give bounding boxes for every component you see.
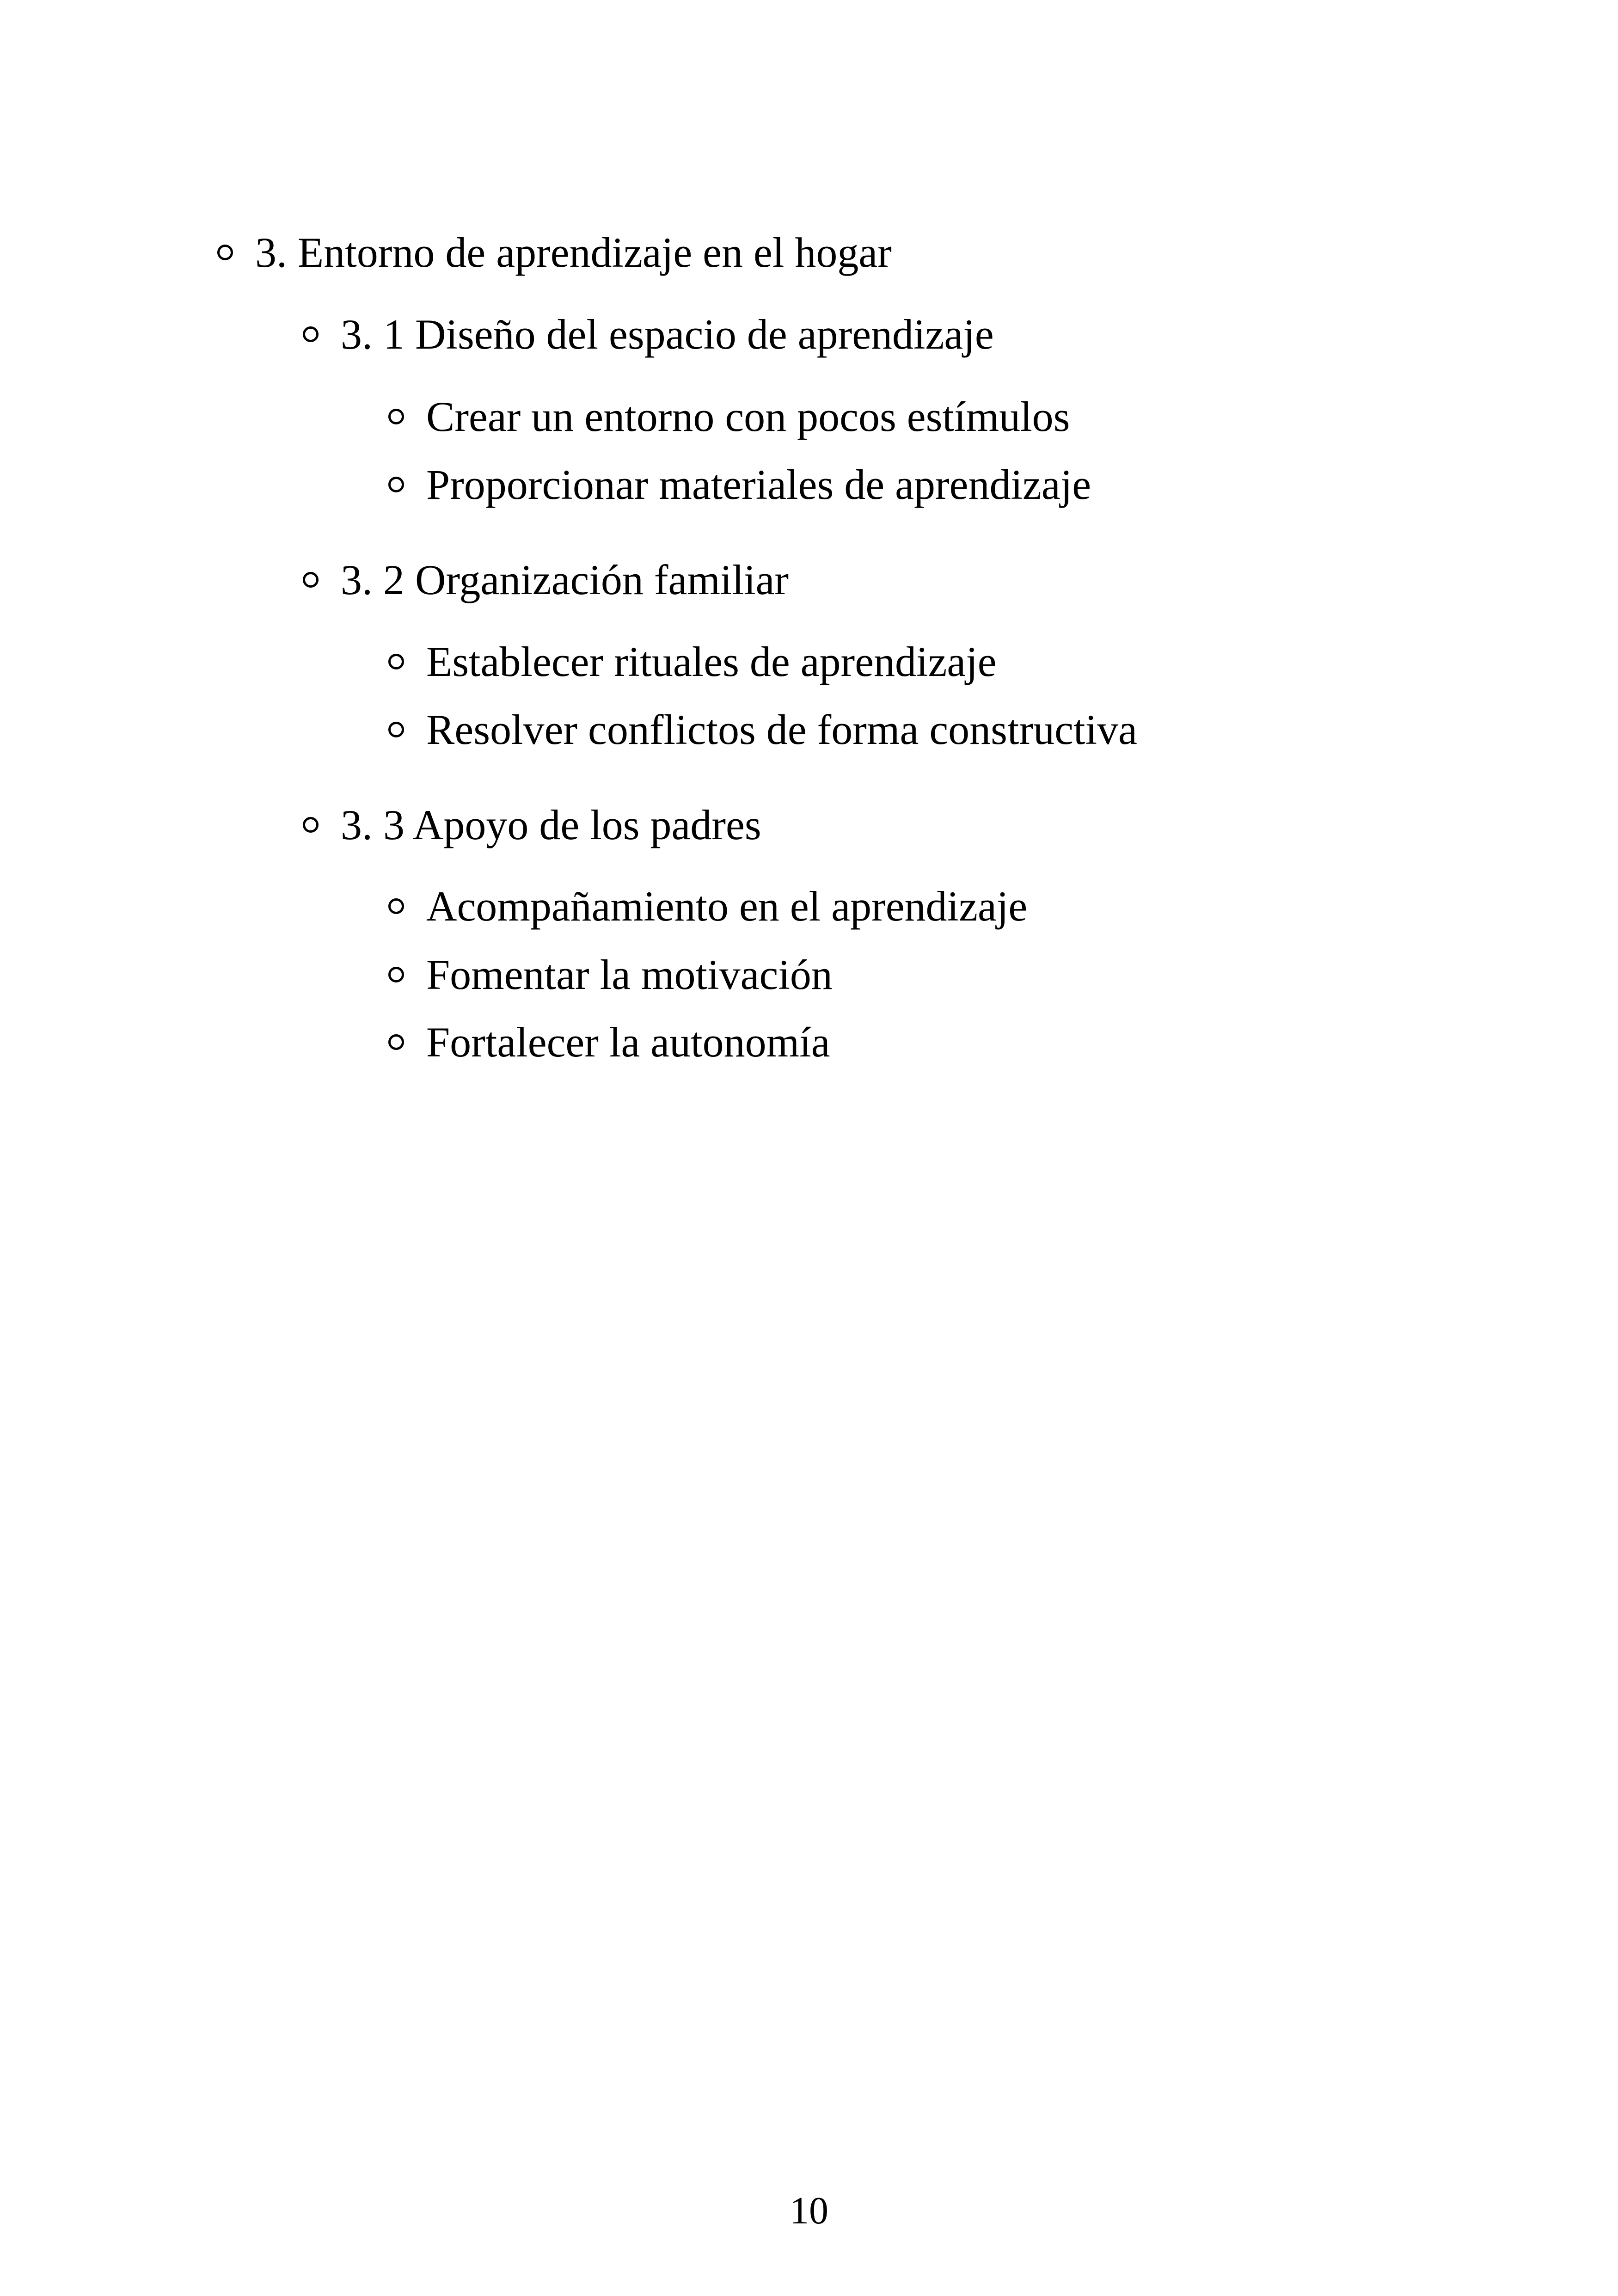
section-title: 3. Entorno de aprendizaje en el hogar — [255, 229, 892, 276]
outline-item — [388, 463, 1091, 506]
circle-bullet-icon — [303, 572, 319, 588]
subsection-title: 3. 3 Apoyo de los padres — [341, 801, 761, 848]
outline-item-text: Establecer rituales de aprendizaje — [426, 638, 997, 685]
outline-item — [388, 640, 997, 683]
circle-bullet-icon — [388, 654, 404, 669]
circle-bullet-icon — [303, 817, 319, 833]
outline-item-text: Resolver conflictos de forma constructiva — [426, 706, 1137, 753]
outline-item-text: Crear un entorno con pocos estímulos — [426, 393, 1070, 440]
outline-subsection — [303, 556, 789, 603]
circle-bullet-icon — [217, 245, 233, 260]
outline-item — [388, 883, 1028, 930]
circle-bullet-icon — [388, 898, 404, 914]
circle-bullet-icon — [388, 1034, 404, 1050]
circle-bullet-icon — [388, 477, 404, 492]
circle-bullet-icon — [388, 967, 404, 982]
outline-subsection — [303, 801, 761, 848]
outline-item — [388, 1019, 830, 1066]
outline-section — [217, 231, 892, 274]
circle-bullet-icon — [388, 409, 404, 424]
outline-item-text: Acompañamiento en el aprendizaje — [426, 883, 1028, 930]
circle-bullet-icon — [303, 326, 319, 342]
subsection-title: 3. 1 Diseño del espacio de aprendizaje — [341, 311, 994, 358]
outline-item — [388, 395, 1070, 438]
outline-item — [388, 953, 833, 996]
outline-item — [388, 708, 1137, 751]
outline-item-text: Fortalecer la autonomía — [426, 1019, 830, 1066]
outline-item-text: Proporcionar materiales de aprendizaje — [426, 461, 1091, 508]
subsection-title: 3. 2 Organización familiar — [341, 556, 789, 603]
outline-item-text: Fomentar la motivación — [426, 951, 833, 998]
circle-bullet-icon — [388, 722, 404, 737]
page-number: 10 — [790, 2189, 828, 2232]
outline-subsection — [303, 313, 994, 356]
